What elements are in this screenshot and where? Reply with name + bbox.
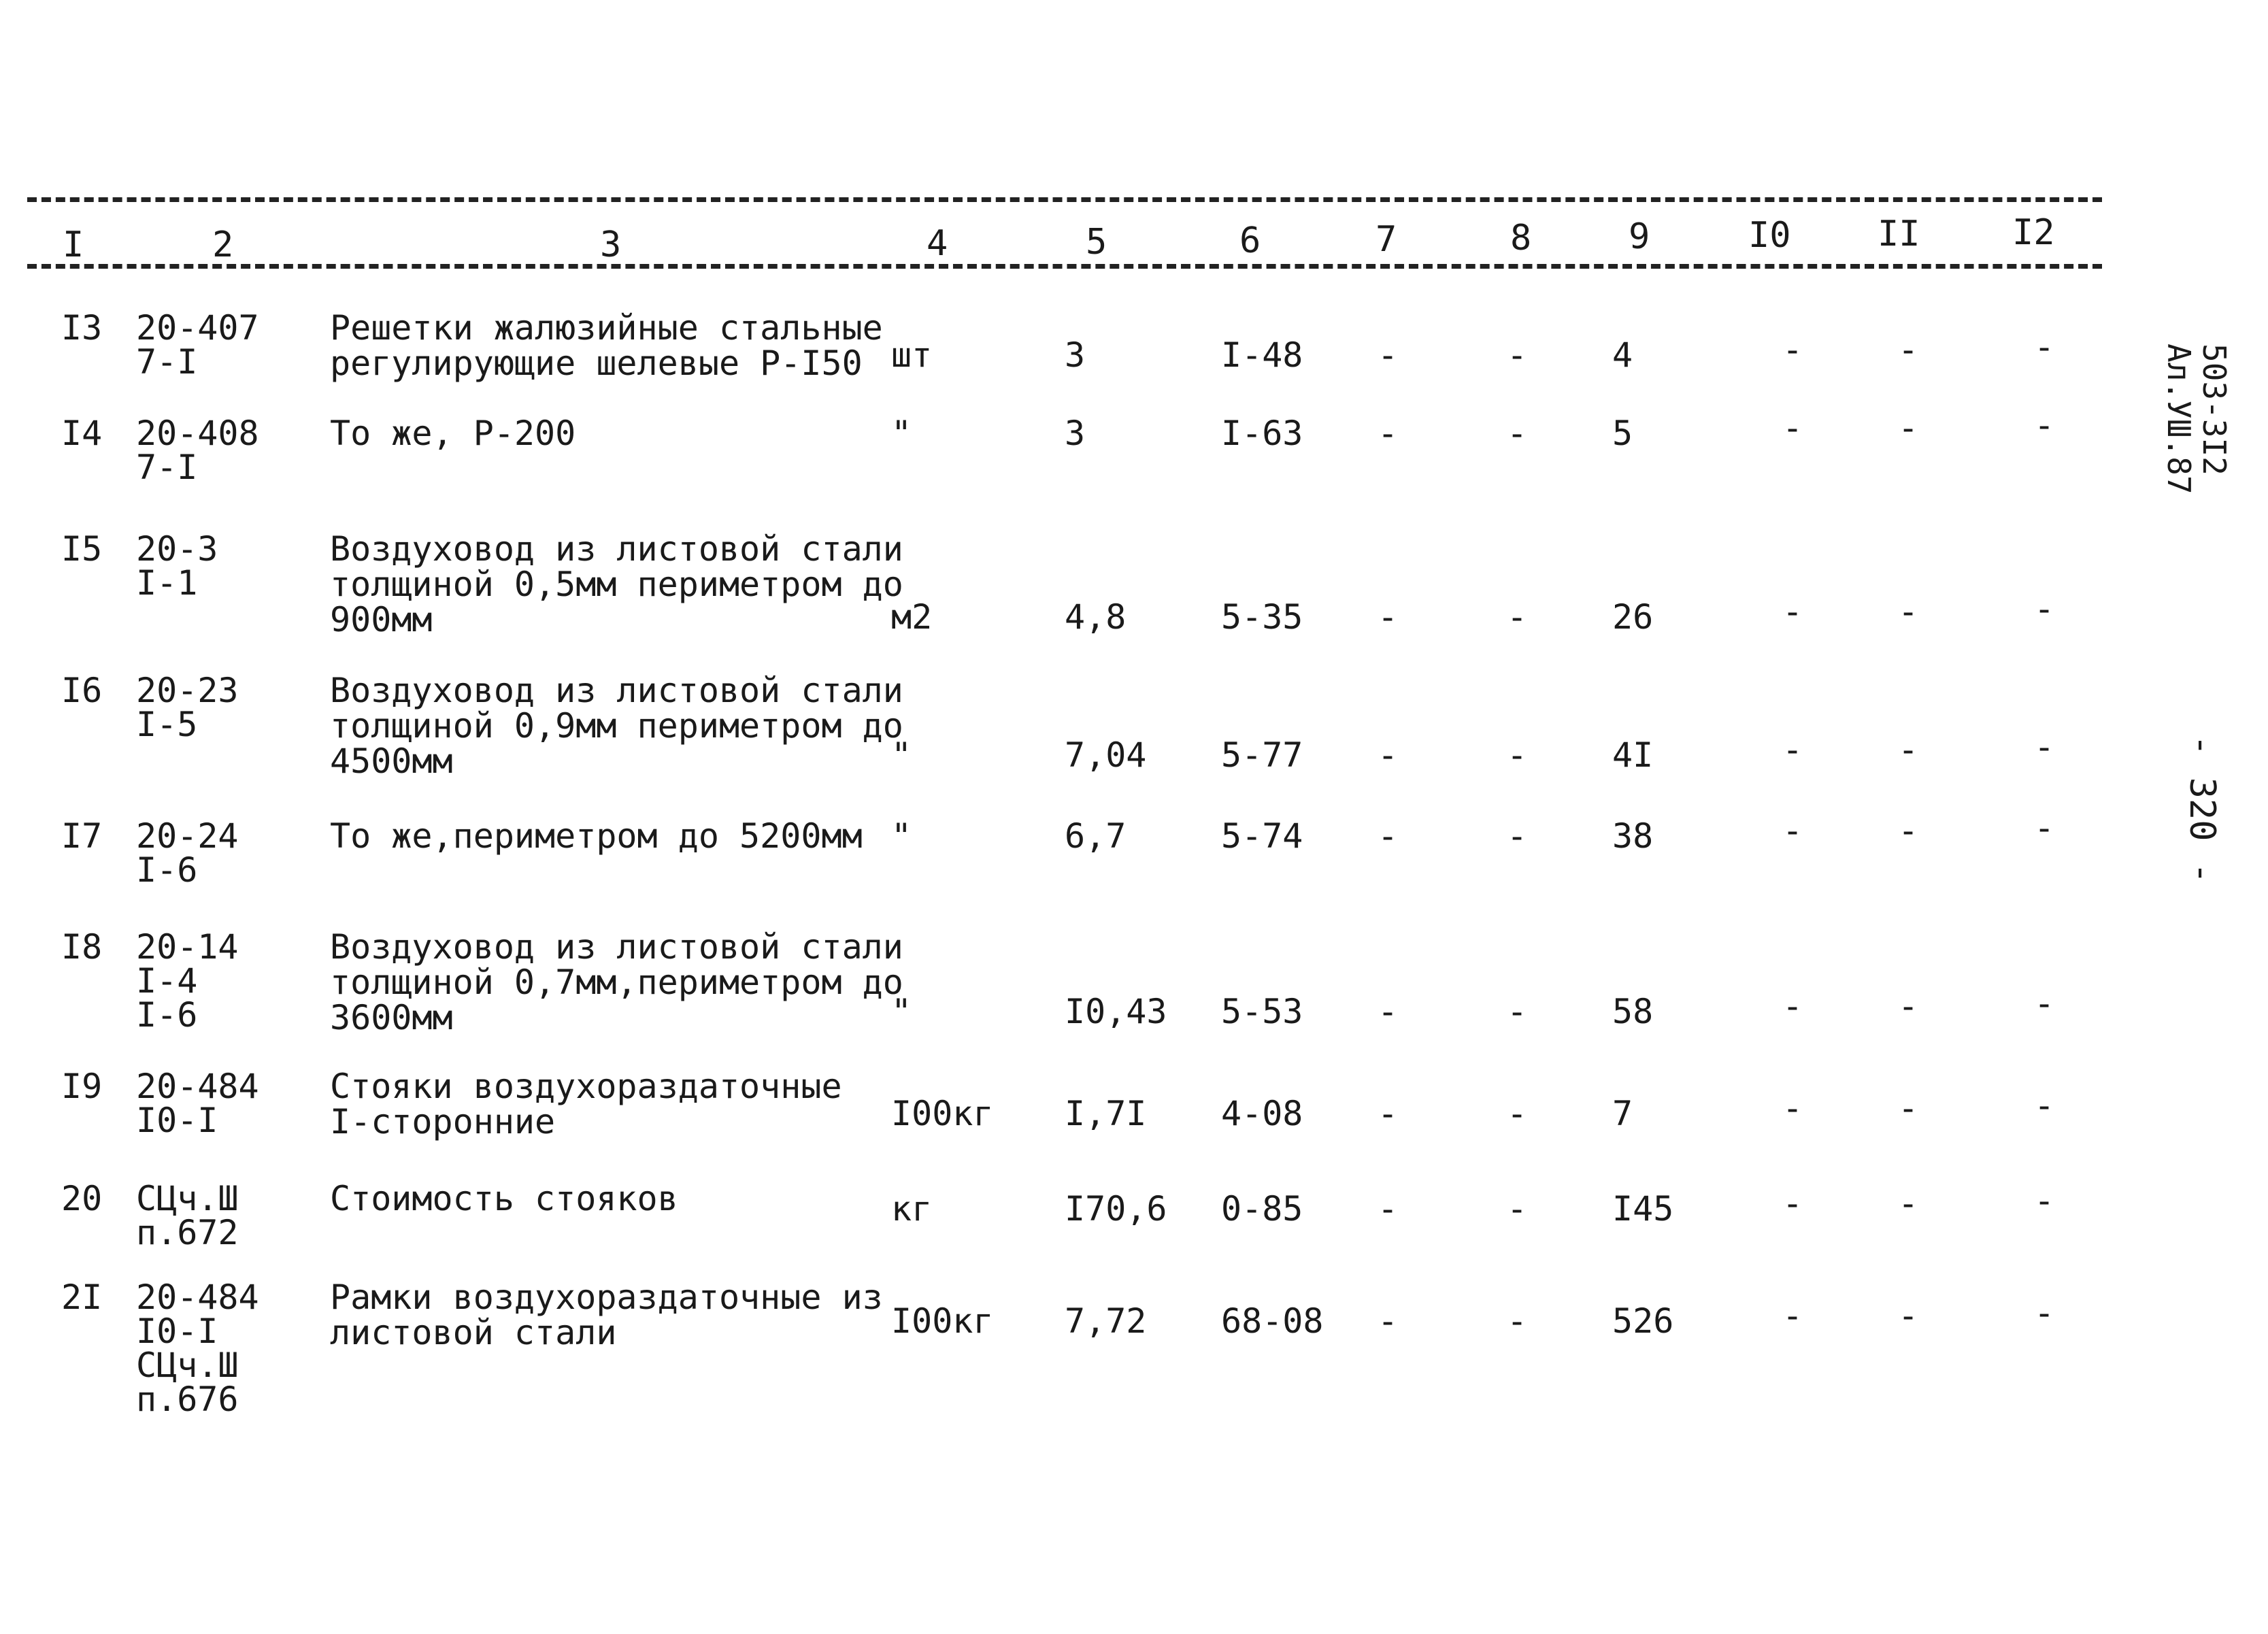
col7-cell: - (1378, 992, 1399, 1031)
row-number: I3 (61, 308, 103, 348)
rate-code-line: 20-407 (136, 308, 259, 348)
description-line: I-сторонние (330, 1102, 556, 1141)
col7-cell: - (1378, 335, 1399, 375)
col8-cell: - (1507, 816, 1528, 856)
col9-cell: 7 (1612, 1094, 1633, 1133)
col-header-6: 6 (1239, 220, 1261, 261)
description-line: Стоимость стояков (330, 1179, 678, 1218)
col8-cell: - (1507, 735, 1528, 775)
col10-cell: - (1782, 408, 1803, 448)
col-header-7: 7 (1375, 219, 1397, 260)
col10-cell: - (1782, 1184, 1803, 1223)
col10-cell: - (1782, 730, 1803, 769)
col7-cell: - (1378, 414, 1399, 453)
col12-cell: - (2034, 984, 2055, 1023)
description-line: толщиной 0,9мм периметром до (330, 706, 903, 746)
col7-cell: - (1378, 816, 1399, 856)
col7-cell: - (1378, 597, 1399, 637)
rate-code-line: 7-I (136, 448, 198, 487)
unit-price-cell: 5-35 (1221, 597, 1303, 637)
col9-cell: 4I (1612, 735, 1654, 775)
row-number: I9 (61, 1067, 103, 1106)
quantity-cell: I0,43 (1065, 992, 1167, 1031)
description-line: Решетки жалюзийные стальные (330, 308, 883, 348)
unit-price-cell: 68-08 (1221, 1301, 1324, 1341)
header-bottom-rule (27, 264, 2102, 269)
unit-cell: м2 (891, 597, 933, 637)
description-line: толщиной 0,5мм периметром до (330, 565, 903, 604)
row-number: 2I (61, 1278, 103, 1317)
rate-code-line: 7-I (136, 342, 198, 382)
rate-code-line: 20-484 (136, 1278, 259, 1317)
col8-cell: - (1507, 414, 1528, 453)
rate-code-line: I-1 (136, 563, 198, 603)
col9-cell: 4 (1612, 335, 1633, 375)
quantity-cell: I70,6 (1065, 1189, 1167, 1229)
col8-cell: - (1507, 1189, 1528, 1229)
rate-code-line: п.676 (136, 1380, 239, 1419)
col11-cell: - (1898, 1184, 1919, 1223)
col7-cell: - (1378, 735, 1399, 775)
rate-code-line: п.672 (136, 1213, 239, 1252)
unit-cell: " (891, 992, 912, 1031)
document-code: 503-3I2 (2196, 344, 2233, 476)
unit-price-cell: 5-53 (1221, 992, 1303, 1031)
col11-cell: - (1898, 330, 1919, 369)
unit-price-cell: 5-74 (1221, 816, 1303, 856)
col12-cell: - (2034, 1086, 2055, 1125)
unit-cell: кг (891, 1189, 933, 1229)
rate-code-line: 20-24 (136, 816, 239, 856)
row-number: I4 (61, 414, 103, 453)
rate-code-line: I0-I (136, 1312, 218, 1351)
col8-cell: - (1507, 597, 1528, 637)
unit-cell: шт (891, 335, 933, 375)
col11-cell: - (1898, 811, 1919, 850)
quantity-cell: 3 (1065, 414, 1086, 453)
row-number: I6 (61, 671, 103, 710)
description-line: То же,периметром до 5200мм (330, 816, 863, 856)
row-number: I7 (61, 816, 103, 856)
quantity-cell: 7,72 (1065, 1301, 1147, 1341)
description-line: листовой стали (330, 1313, 617, 1352)
description-line: Воздуховод из листовой стали (330, 671, 903, 710)
col11-cell: - (1898, 408, 1919, 448)
unit-cell: " (891, 735, 912, 775)
col10-cell: - (1782, 1296, 1803, 1335)
col-header-3: 3 (600, 224, 622, 265)
rate-code-line: I-6 (136, 995, 198, 1035)
col-header-1: I (63, 224, 84, 265)
quantity-cell: 7,04 (1065, 735, 1147, 775)
description-line: 900мм (330, 600, 433, 639)
col12-cell: - (2034, 727, 2055, 767)
col12-cell: - (2034, 808, 2055, 848)
rate-code-line: СЦч.Ш (136, 1346, 239, 1385)
col11-cell: - (1898, 592, 1919, 631)
description-line: Рамки воздухораздаточные из (330, 1278, 883, 1317)
col-header-11: II (1878, 214, 1920, 254)
col7-cell: - (1378, 1094, 1399, 1133)
description-line: То же, Р-200 (330, 414, 576, 453)
rate-code-line: 20-408 (136, 414, 259, 453)
unit-price-cell: 0-85 (1221, 1189, 1303, 1229)
rate-code-line: 20-484 (136, 1067, 259, 1106)
col8-cell: - (1507, 992, 1528, 1031)
col8-cell: - (1507, 1301, 1528, 1341)
col11-cell: - (1898, 986, 1919, 1026)
unit-price-cell: I-63 (1221, 414, 1303, 453)
rate-code-line: I-5 (136, 705, 198, 744)
description-line: толщиной 0,7мм,периметром до (330, 963, 903, 1002)
col-header-10: I0 (1748, 215, 1791, 256)
col10-cell: - (1782, 592, 1803, 631)
col7-cell: - (1378, 1301, 1399, 1341)
col7-cell: - (1378, 1189, 1399, 1229)
col9-cell: 5 (1612, 414, 1633, 453)
unit-price-cell: I-48 (1221, 335, 1303, 375)
unit-price-cell: 4-08 (1221, 1094, 1303, 1133)
col10-cell: - (1782, 1088, 1803, 1128)
row-number: I8 (61, 927, 103, 967)
col-header-12: I2 (2012, 212, 2055, 253)
page-number: - 320 - (2182, 735, 2222, 884)
rate-code-line: I-6 (136, 850, 198, 890)
col11-cell: - (1898, 730, 1919, 769)
rate-code-line: I-4 (136, 961, 198, 1001)
col12-cell: - (2034, 405, 2055, 445)
col9-cell: 526 (1612, 1301, 1674, 1341)
description-line: Воздуховод из листовой стали (330, 927, 903, 967)
col12-cell: - (2034, 589, 2055, 629)
col11-cell: - (1898, 1296, 1919, 1335)
unit-cell: I00кг (891, 1094, 994, 1133)
col8-cell: - (1507, 335, 1528, 375)
header-top-rule (27, 197, 2102, 202)
col9-cell: 38 (1612, 816, 1654, 856)
rate-code-line: 20-23 (136, 671, 239, 710)
description-line: 3600мм (330, 998, 453, 1037)
col9-cell: 26 (1612, 597, 1654, 637)
rate-code-line: 20-3 (136, 529, 218, 569)
quantity-cell: I,7I (1065, 1094, 1147, 1133)
col9-cell: I45 (1612, 1189, 1674, 1229)
quantity-cell: 4,8 (1065, 597, 1127, 637)
rate-code-line: 20-14 (136, 927, 239, 967)
col12-cell: - (2034, 1181, 2055, 1220)
col12-cell: - (2034, 327, 2055, 367)
row-number: I5 (61, 529, 103, 569)
description-line: 4500мм (330, 741, 453, 781)
col10-cell: - (1782, 986, 1803, 1026)
col9-cell: 58 (1612, 992, 1654, 1031)
col10-cell: - (1782, 811, 1803, 850)
album-code: Ал.УШ.87 (2161, 344, 2197, 495)
col10-cell: - (1782, 330, 1803, 369)
rate-code-line: СЦч.Ш (136, 1179, 239, 1218)
row-number: 20 (61, 1179, 103, 1218)
col-header-2: 2 (212, 224, 234, 265)
unit-cell: " (891, 816, 912, 856)
unit-cell: I00кг (891, 1301, 994, 1341)
col-header-8: 8 (1510, 218, 1532, 259)
col-header-9: 9 (1629, 216, 1650, 257)
rate-code-line: I0-I (136, 1101, 218, 1140)
unit-cell: " (891, 414, 912, 453)
col12-cell: - (2034, 1293, 2055, 1333)
description-line: Стояки воздухораздаточные (330, 1067, 842, 1106)
col11-cell: - (1898, 1088, 1919, 1128)
quantity-cell: 6,7 (1065, 816, 1127, 856)
col-header-4: 4 (927, 223, 948, 264)
col8-cell: - (1507, 1094, 1528, 1133)
description-line: Воздуховод из листовой стали (330, 529, 903, 569)
unit-price-cell: 5-77 (1221, 735, 1303, 775)
col-header-5: 5 (1086, 222, 1107, 263)
description-line: регулирующие шелевые Р-I50 (330, 344, 863, 383)
quantity-cell: 3 (1065, 335, 1086, 375)
